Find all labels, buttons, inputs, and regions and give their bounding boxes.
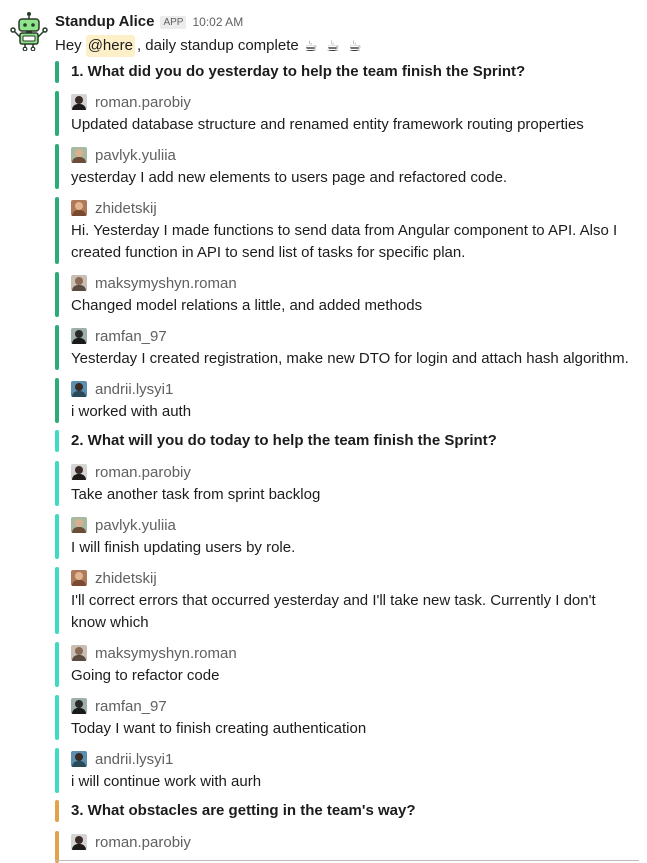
intro-text: , daily standup complete: [136, 37, 299, 54]
attachment-color-bar: [55, 144, 59, 189]
bot-avatar[interactable]: [10, 11, 48, 51]
attachment-color-bar: [55, 748, 59, 793]
attachment-color-bar: [55, 514, 59, 559]
answer-author[interactable]: [71, 197, 630, 219]
user-name[interactable]: pavlyk.yuliia: [95, 516, 176, 534]
here-mention[interactable]: @here: [86, 35, 135, 57]
app-badge: APP: [160, 16, 186, 29]
user-name[interactable]: zhidetskij: [95, 569, 157, 587]
attachment-color-bar: [55, 461, 59, 506]
answer-attachment: [55, 748, 630, 793]
answer-text: Take another task from sprint backlog: [71, 486, 321, 503]
answer-text: I'll correct errors that occurred yesterday and I'll take new task. Currently I don't know which: [71, 592, 596, 631]
answer-text: Hi. Yesterday I made functions to send data from Angular component to API. Also I created function in API to send list of tasks for specific plan.: [71, 222, 618, 261]
answer-author[interactable]: [71, 695, 630, 717]
sender-name[interactable]: Standup Alice: [55, 13, 155, 30]
answer-attachment: [55, 514, 630, 559]
user-name[interactable]: andrii.lysyi1: [95, 380, 174, 398]
answer-author[interactable]: [71, 91, 630, 113]
user-name[interactable]: roman.parobiy: [95, 833, 191, 851]
user-name[interactable]: pavlyk.yuliia: [95, 146, 176, 164]
user-avatar[interactable]: [71, 147, 87, 163]
attachment-color-bar: [55, 642, 59, 687]
answer-attachment: [55, 461, 630, 506]
user-name[interactable]: roman.parobiy: [95, 463, 191, 481]
answer-text: i worked with auth: [71, 403, 192, 420]
attachment-color-bar: [55, 430, 59, 452]
question-title: 3. What obstacles are getting in the team's way?: [71, 802, 416, 819]
greeting-text: Hey: [55, 37, 82, 54]
user-name[interactable]: zhidetskij: [95, 199, 157, 217]
answer-author[interactable]: [71, 748, 630, 770]
answer-attachment: [55, 831, 630, 863]
question-title: 2. What will you do today to help the team finish the Sprint?: [71, 432, 497, 449]
user-avatar[interactable]: [71, 464, 87, 480]
user-avatar[interactable]: [71, 94, 87, 110]
answer-author[interactable]: [71, 378, 630, 400]
answer-author[interactable]: [71, 461, 630, 483]
answer-attachment: [55, 642, 630, 687]
user-avatar[interactable]: [71, 834, 87, 850]
user-name[interactable]: ramfan_97: [95, 327, 167, 345]
answer-author[interactable]: [71, 144, 630, 166]
answer-attachment: [55, 378, 630, 423]
message-timestamp[interactable]: 10:02 AM: [192, 15, 244, 29]
question-attachment: [55, 61, 630, 83]
answer-attachment: [55, 272, 630, 317]
question-title: 1. What did you do yesterday to help the team finish the Sprint?: [71, 63, 526, 80]
user-name[interactable]: ramfan_97: [95, 697, 167, 715]
answer-author[interactable]: [71, 831, 630, 853]
attachment-color-bar: [55, 325, 59, 370]
attachment-color-bar: [55, 695, 59, 740]
user-avatar[interactable]: [71, 381, 87, 397]
attachment-color-bar: [55, 272, 59, 317]
attachment-color-bar: [55, 831, 59, 863]
answer-attachment: [55, 325, 630, 370]
user-avatar[interactable]: [71, 200, 87, 216]
emoji-group: [300, 35, 366, 57]
answer-text: i will continue work with aurh: [71, 773, 262, 790]
attachment-color-bar: [55, 91, 59, 136]
coffee-emoji-icon: ☕: [347, 37, 362, 55]
answer-text: yesterday I add new elements to users page and refactored code.: [71, 169, 508, 186]
question-attachment: [55, 800, 630, 822]
answer-author[interactable]: [71, 272, 630, 294]
answer-text: Updated database structure and renamed entity framework routing properties: [71, 116, 584, 133]
answer-text: I will finish updating users by role.: [71, 539, 296, 556]
user-avatar[interactable]: [71, 645, 87, 661]
attachment-color-bar: [55, 800, 59, 822]
attachment-color-bar: [55, 378, 59, 423]
answer-attachment: [55, 197, 630, 264]
message-text: [55, 35, 366, 57]
user-avatar[interactable]: [71, 751, 87, 767]
user-avatar[interactable]: [71, 570, 87, 586]
coffee-emoji-icon: ☕: [325, 37, 340, 55]
user-avatar[interactable]: [71, 328, 87, 344]
attachment-color-bar: [55, 61, 59, 83]
answer-author[interactable]: [71, 567, 630, 589]
answer-attachment: [55, 144, 630, 189]
divider: [55, 860, 639, 861]
answer-author[interactable]: [71, 325, 630, 347]
question-attachment: [55, 430, 630, 452]
user-name[interactable]: andrii.lysyi1: [95, 750, 174, 768]
answer-author[interactable]: [71, 514, 630, 536]
user-name[interactable]: roman.parobiy: [95, 93, 191, 111]
coffee-emoji-icon: ☕: [303, 37, 318, 55]
answer-attachment: [55, 567, 630, 634]
user-avatar[interactable]: [71, 517, 87, 533]
answer-text: Going to refactor code: [71, 667, 220, 684]
user-name[interactable]: maksymyshyn.roman: [95, 644, 237, 662]
answer-text: Yesterday I created registration, make new DTO for login and attach hash algorithm.: [71, 350, 629, 367]
user-avatar[interactable]: [71, 275, 87, 291]
attachment-color-bar: [55, 567, 59, 634]
user-avatar[interactable]: [71, 698, 87, 714]
answer-author[interactable]: [71, 642, 630, 664]
answer-text: Today I want to finish creating authentication: [71, 720, 367, 737]
message-header: [55, 13, 243, 33]
attachment-color-bar: [55, 197, 59, 264]
answer-attachment: [55, 695, 630, 740]
answer-attachment: [55, 91, 630, 136]
answer-text: Changed model relations a little, and added methods: [71, 297, 423, 314]
user-name[interactable]: maksymyshyn.roman: [95, 274, 237, 292]
